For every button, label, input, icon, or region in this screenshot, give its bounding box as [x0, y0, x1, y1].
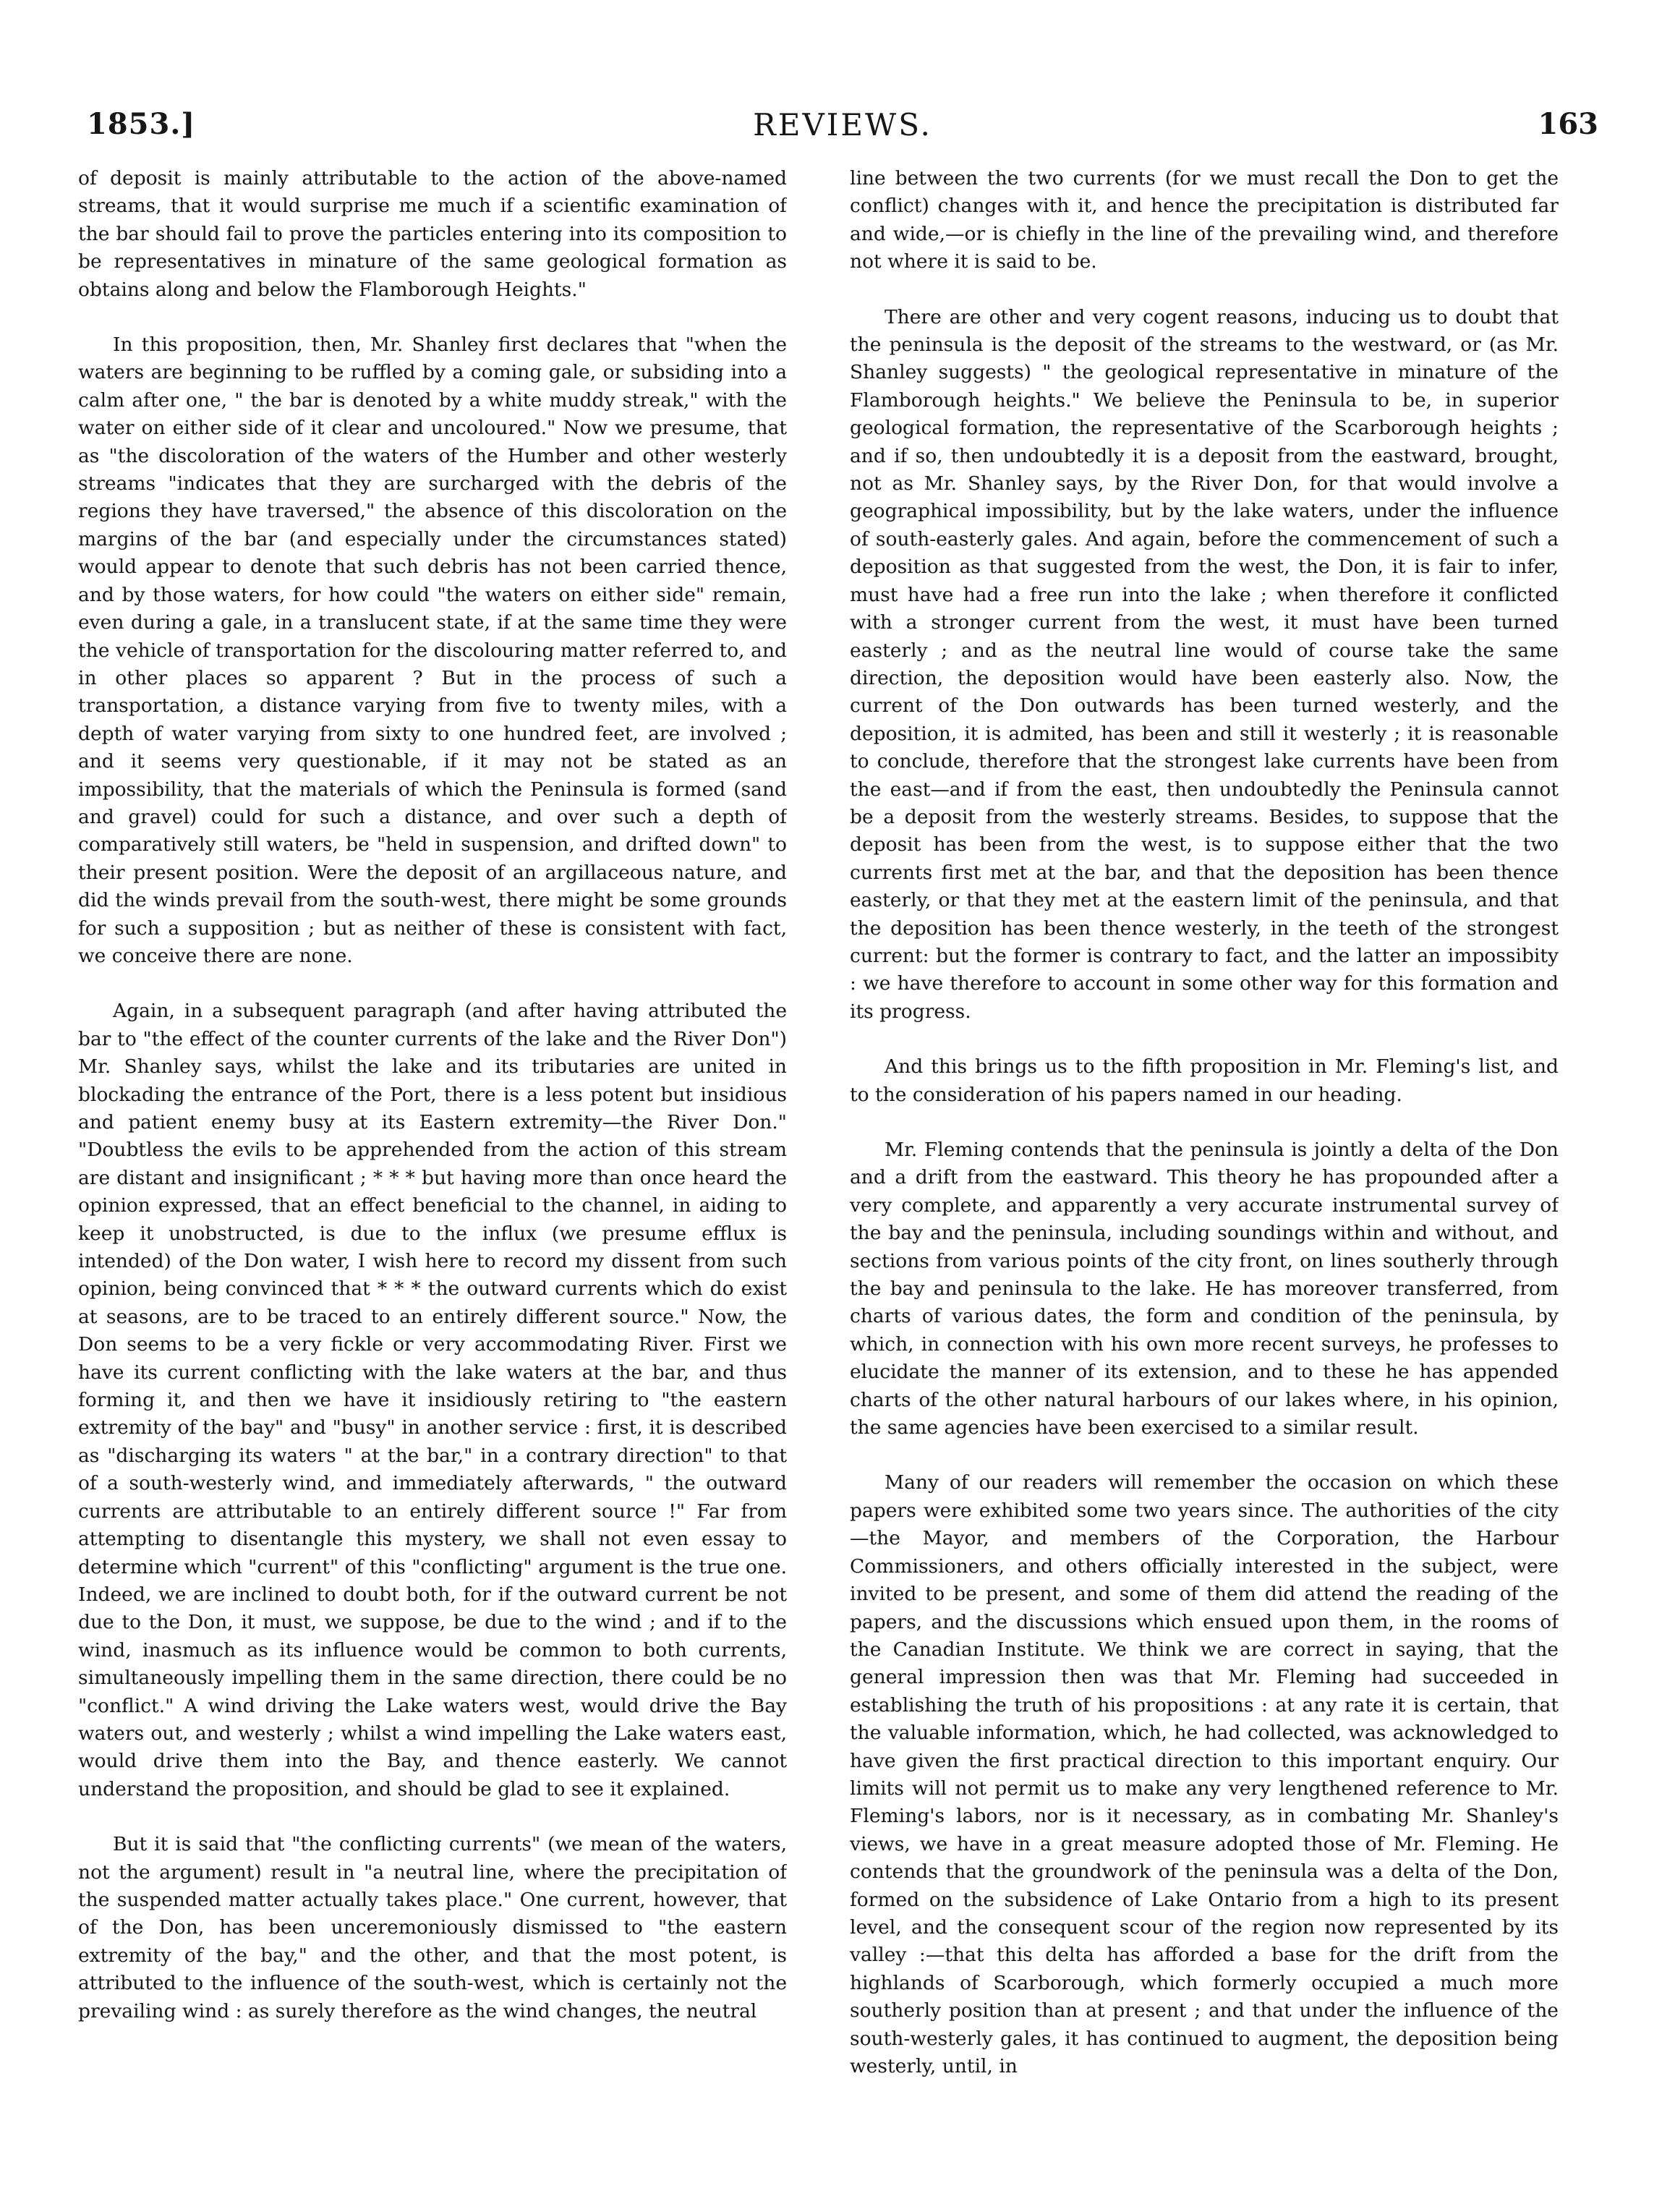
paragraph: But it is said that "the conflicting currents" (we mean of the waters, not the argument) result in "a neutral line, where the precipitation of the suspended matter actually takes place." One current, however, that of the Don, has been unceremoniously dismissed to "the eastern extremity of the bay," and the other, and that the most potent, is attributed to the influence of the south-west, which is certainly not the prevailing wind : as surely therefore as the wind changes, the neutral [78, 1833, 787, 2022]
header-title: REVIEWS. [753, 107, 932, 142]
left-column [78, 165, 787, 2190]
right-column [850, 165, 1559, 2190]
paragraph: of deposit is mainly attributable to the action of the above-named streams, that it would surprise me much if a scientific examination of the bar should fail to prove the particles entering into its composition to be representatives in minature of the same geological formation as obtains along and below the Flamborough Heights." [78, 167, 787, 301]
paragraph: And this brings us to the fifth proposition in Mr. Fleming's list, and to the consideration of his papers named in our heading. [850, 1055, 1559, 1106]
running-header [87, 107, 1598, 150]
header-year: 1853.] [87, 107, 196, 141]
page-number: 163 [1538, 107, 1598, 141]
paragraph: In this proposition, then, Mr. Shanley first declares that "when the waters are beginning to be ruffled by a coming gale, or subsiding into a calm after one, " the bar is denoted by a white muddy streak," with the water on either side of it clear and uncoloured." Now we presume, that as "the discoloration of the waters of the Humber and other westerly streams "indicates that they are surcharged with the debris of the regions they have traversed," the absence of this discoloration on the margins of the bar (and especially under the circumstances stated) would appear to denote that such debris has not been carried thence, and by those waters, for how could "the waters on either side" remain, even during a gale, in a translucent state, if at the same time they were the vehicle of transportation for the discolouring matter referred to, and in other places so apparent ? But in the process of such a transportation, a distance varying from five to twenty miles, with a depth of water varying from sixty to one hundred feet, are involved ; and it seems very questionable, if it may not be stated as an impossibility, that the materials of which the Peninsula is formed (sand and gravel) could for such a distance, and over such a depth of comparatively still waters, be "held in suspension, and drifted down" to their present position. Were the deposit of an argillaceous nature, and did the winds prevail from the south-west, there might be some grounds for such a supposition ; but as neither of these is consistent with fact, we conceive there are none. [78, 333, 787, 967]
paragraph: There are other and very cogent reasons, inducing us to doubt that the peninsula is the deposit of the streams to the westward, or (as Mr. Shanley suggests) " the geological representative in minature of the Flamborough heights." We believe the Peninsula to be, in superior geological formation, the representative of the Scarborough heights ; and if so, then undoubtedly it is a deposit from the eastward, brought, not as Mr. Shanley says, by the River Don, for that would involve a geographical impossibility, but by the lake waters, under the influence of south-easterly gales. And again, before the commencement of such a deposition as that suggested from the west, the Don, it is fair to infer, must have had a free run into the lake ; when therefore it conflicted with a stronger current from the west, it must have been turned easterly ; and as the neutral line would of course take the same direction, the deposition would have been easterly also. Now, the current of the Don outwards has been turned westerly, and the deposition, it is admited, has been and still it westerly ; it is reasonable to conclude, therefore that the strongest lake currents have been from the east—and if from the east, then undoubtedly the Peninsula cannot be a deposit from the westerly streams. Besides, to suppose that the deposit has been from the west, is to suppose either that the two currents first met at the bar, and that the deposition has been thence easterly, or that they met at the eastern limit of the peninsula, and that the deposition has been thence westerly, in the teeth of the strongest current: but the former is contrary to fact, and the latter an impossibity : we have therefore to account in some other way for this formation and its progress. [850, 305, 1559, 1023]
paragraph: Mr. Fleming contends that the peninsula is jointly a delta of the Don and a drift from the eastward. This theory he has propounded after a very complete, and apparently a very accurate instrumental survey of the bay and the peninsula, including soundings within and without, and sections from various points of the city front, on lines southerly through the bay and peninsula to the lake. He has moreover transferred, from charts of various dates, the form and condition of the peninsula, by which, in connection with his own more recent surveys, he professes to elucidate the manner of its extension, and to these he has appended charts of the other natural harbours of our lakes where, in his opinion, the same agencies have been exercised to a similar result. [850, 1139, 1559, 1439]
paragraph: Many of our readers will remember the occasion on which these papers were exhibited some two years since. The authorities of the city—the Mayor, and members of the Corporation, the Harbour Commissioners, and others officially interested in the subject, were invited to be present, and some of them did attend the reading of the papers, and the discussions which ensued upon them, in the rooms of the Canadian Institute. We think we are correct in saying, that the general impression then was that Mr. Fleming had succeeded in establishing the truth of his propositions : at any rate it is certain, that the valuable information, which, he had collected, was acknowledged to have given the first practical direction to this important enquiry. Our limits will not permit us to make any very lengthened reference to Mr. Fleming's labors, nor is it necessary, as in combating Mr. Shanley's views, we have in a great measure adopted those of Mr. Fleming. He contends that the groundwork of the peninsula was a delta of the Don, formed on the subsidence of Lake Ontario from a high to its present level, and the consequent scour of the region now represented by its valley :—that this delta has afforded a base for the drift from the highlands of Scarborough, which formerly occupied a much more southerly position than at present ; and that under the influence of the south-westerly gales, it has continued to augment, the deposition being westerly, until, in [850, 1471, 1559, 2077]
paragraph: Again, in a subsequent paragraph (and after having attributed the bar to "the effect of the counter currents of the lake and the River Don") Mr. Shanley says, whilst the lake and its tributaries are united in blockading the entrance of the Port, there is a less potent but insidious and patient enemy busy at its Eastern extremity—the River Don." "Doubtless the evils to be apprehended from the action of this stream are distant and insignificant ; * * * but having more than once heard the opinion expressed, that an effect beneficial to the channel, in aiding to keep it unobstructed, is due to the influx (we presume efflux is intended) of the Don water, I wish here to record my dissent from such opinion, being convinced that * * * the outward currents which do exist at seasons, are to be traced to an entirely different source." Now, the Don seems to be a very fickle or very accommodating River. First we have its current conflicting with the lake waters at the bar, and thus forming it, and then we have it insidiously retiring to "the eastern extremity of the bay" and "busy" in another service : first, it is described as "discharging its waters " at the bar," in a contrary direction" to that of a south-westerly wind, and immediately afterwards, " the outward currents are attributable to an entirely different source !" Far from attempting to disentangle this mystery, we shall not even essay to determine which "current" of this "conflicting" argument is the true one. Indeed, we are inclined to doubt both, for if the outward current be not due to the Don, it must, we suppose, be due to the wind ; and if to the wind, inasmuch as its influence would be common to both currents, simultaneously impelling them in the same direction, there could be no "conflict." A wind driving the Lake waters west, would drive the Bay waters out, and westerly ; whilst a wind impelling the Lake waters east, would drive them into the Bay, and thence easterly. We cannot understand the proposition, and should be glad to see it explained. [78, 1000, 787, 1800]
paragraph: line between the two currents (for we must recall the Don to get the conflict) changes with it, and hence the precipitation is distributed far and wide,—or is chiefly in the line of the prevailing wind, and therefore not where it is said to be. [850, 167, 1559, 273]
